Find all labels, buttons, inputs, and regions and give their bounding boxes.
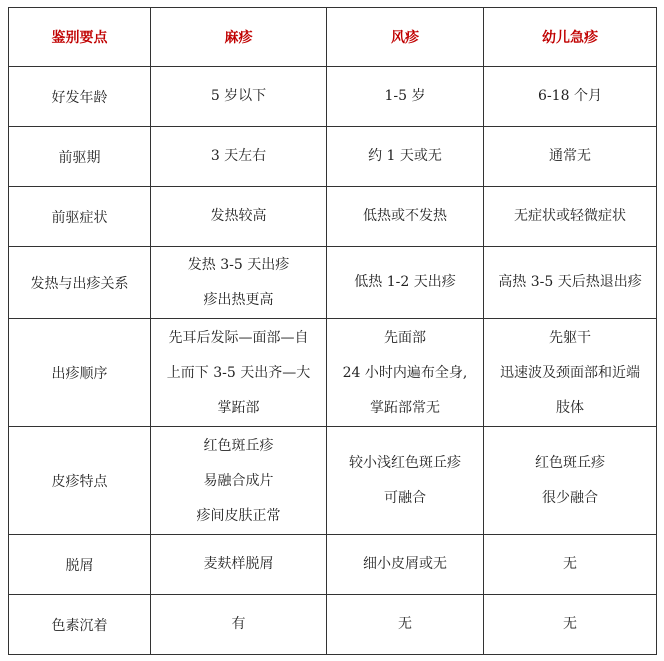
cell-text: 高热 3-5 天后热退出疹 [498,274,642,290]
row-label: 脱屑 [9,535,151,595]
table-cell [484,427,657,535]
cell-text: 很少融合 [542,490,598,506]
cell-text: 红色斑丘疹 [203,437,274,454]
row-label: 发热与出疹关系 [9,247,151,319]
header-cell: 麻疹 [151,8,327,67]
table-cell [151,67,327,127]
cell-text: 疹出热更高 [203,291,274,308]
cell-text: 无 [563,616,577,632]
table-cell [484,319,657,427]
cell-text: 无症状或轻微症状 [514,208,626,224]
table-cell [151,595,327,655]
table-cell [484,595,657,655]
cell-text: 麦麸样脱屑 [203,556,274,572]
row-label: 前驱症状 [9,187,151,247]
cell-lines [484,199,656,234]
table-cell [151,127,327,187]
cell-lines [151,79,326,114]
cell-text: 较小浅红色斑丘疹 [349,455,461,471]
cell-text: 发热较高 [210,208,267,224]
table-cell [327,595,484,655]
row-label: 出疹顺序 [9,319,151,427]
cell-text: 易融合成片 [203,472,274,489]
cell-text: 无 [563,556,577,572]
cell-lines [484,445,656,516]
header-cell: 风疹 [327,8,484,67]
table-row [9,319,657,427]
table-cell [484,127,657,187]
table-cell [327,427,484,535]
cell-text: 低热或不发热 [363,208,447,224]
cell-lines [484,265,656,300]
table-cell [327,319,484,427]
cell-lines [327,265,483,300]
cell-text: 6-18 个月 [538,88,602,104]
table-cell [151,319,327,427]
cell-text: 无 [398,616,412,632]
cell-text: 5 岁以下 [210,88,267,104]
cell-lines [151,547,326,582]
table-cell [151,427,327,535]
cell-text: 约 1 天或无 [368,148,442,164]
cell-text: 红色斑丘疹 [535,455,605,471]
cell-lines [327,445,483,516]
cell-text: 先躯干 [549,329,591,346]
header-cell: 鉴别要点 [9,8,151,67]
table-cell [151,187,327,247]
cell-text: 先耳后发际—面部—自 [168,329,309,346]
cell-lines [151,139,326,174]
cell-lines [484,79,656,114]
cell-text: 可融合 [384,490,426,506]
cell-text: 上而下 3-5 天出齐—大 [166,364,311,381]
table-cell [327,247,484,319]
row-label: 色素沉着 [9,595,151,655]
cell-lines [151,320,326,426]
table-row [9,427,657,535]
cell-lines [484,607,656,642]
cell-text: 有 [231,616,246,632]
table-cell [327,535,484,595]
cell-lines [327,79,483,114]
table-body [9,67,657,655]
cell-text: 低热 1-2 天出疹 [354,274,456,290]
row-label: 好发年龄 [9,67,151,127]
comparison-table [8,7,657,655]
row-label: 前驱期 [9,127,151,187]
table-row [9,67,657,127]
table-row [9,187,657,247]
cell-text: 掌跖部常无 [370,399,440,416]
header-cell: 幼儿急疹 [484,8,657,67]
cell-lines [327,607,483,642]
table-row [9,595,657,655]
cell-lines [151,428,326,534]
cell-lines [484,139,656,174]
table-cell [327,67,484,127]
cell-lines [151,607,326,642]
cell-lines [327,139,483,174]
table-row [9,535,657,595]
cell-text: 先面部 [384,329,426,346]
cell-lines [151,248,326,318]
cell-text: 掌跖部 [217,399,260,416]
cell-lines [327,320,483,426]
table-cell [484,535,657,595]
cell-text: 1-5 岁 [384,88,426,104]
table-cell [484,67,657,127]
cell-text: 细小皮屑或无 [363,556,447,572]
table-cell [327,127,484,187]
cell-text: 发热 3-5 天出疹 [187,256,290,273]
cell-text: 通常无 [549,148,591,164]
cell-lines [327,547,483,582]
cell-text: 3 天左右 [210,148,267,164]
cell-lines [151,199,326,234]
table-cell [484,187,657,247]
cell-text: 迅速波及颈面部和近端 [500,364,640,381]
cell-text: 肢体 [556,399,584,416]
table-row [9,127,657,187]
cell-lines [327,199,483,234]
cell-lines [484,547,656,582]
table-cell [151,247,327,319]
table-cell [484,247,657,319]
cell-text: 24 小时内遍布全身, [342,364,468,381]
header-row [9,8,657,67]
table-row [9,247,657,319]
cell-lines [484,320,656,426]
table-cell [151,535,327,595]
table-cell [327,187,484,247]
row-label: 皮疹特点 [9,427,151,535]
cell-text: 疹间皮肤正常 [196,507,281,524]
